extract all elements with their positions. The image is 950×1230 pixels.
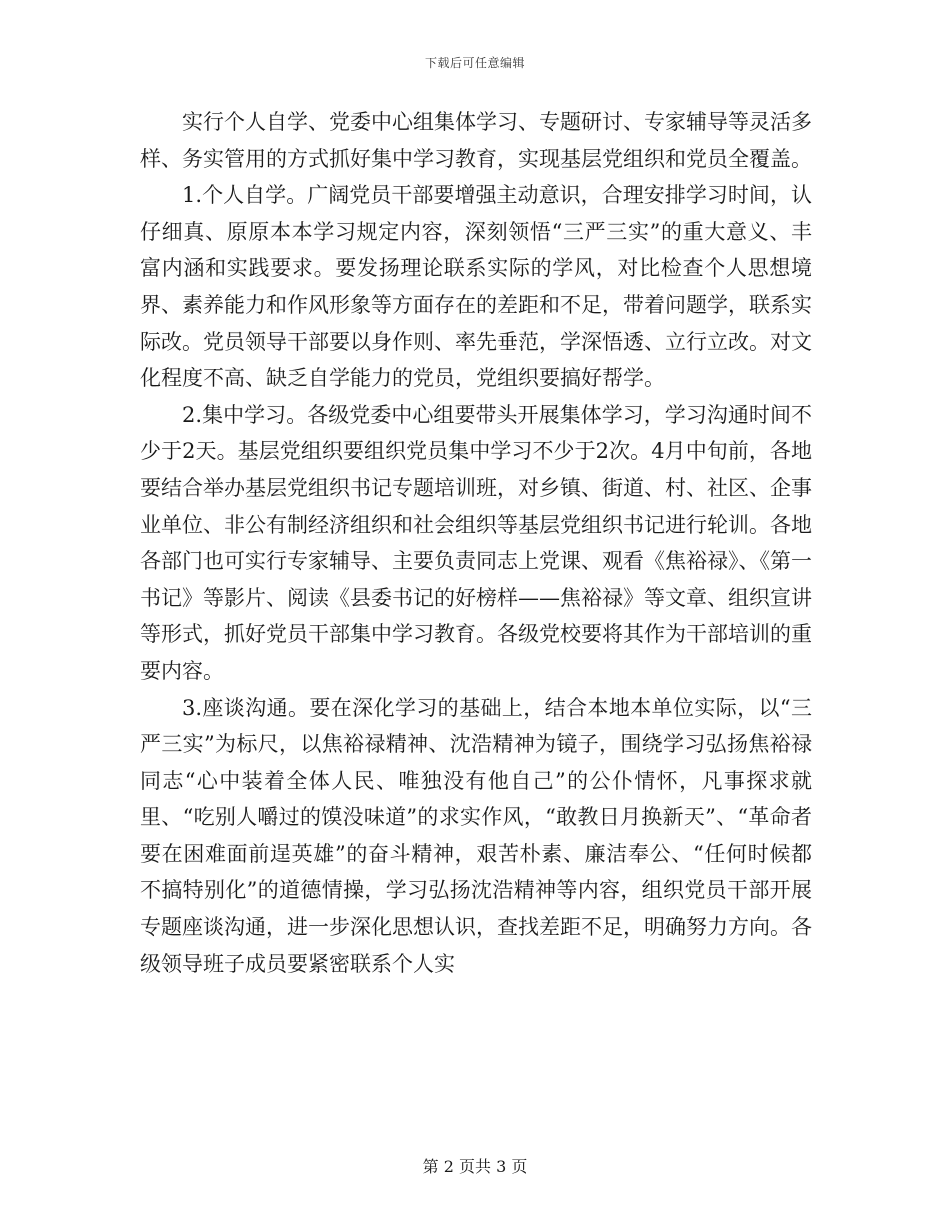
paragraph-intro: 实行个人自学、党委中心组集体学习、专题研讨、专家辅导等灵活多样、务实管用的方式抓好集中学习教育，实现基层党组织和党员全覆盖。 [140, 110, 812, 171]
page-number: 第 2 页共 3 页 [422, 1157, 528, 1176]
paragraph-self-study: 1.个人自学。广阔党员干部要增强主动意识，合理安排学习时间，认仔细真、原原本本学习规定内容，深刻领悟“三严三实”的重大意义、丰富内涵和实践要求。要发扬理论联系实际的学风，对比检查个人思想境界、素养能力和作风形象等方面存在的差距和不足，带着问题学，联系实际改。党员领导干部要以身作则、率先垂范，学深悟透、立行立改。对文化程度不高、缺乏自学能力的党员，党组织要搞好帮学。 [140, 183, 812, 391]
paragraph-discussion: 3.座谈沟通。要在深化学习的基础上，结合本地本单位实际，以“三严三实”为标尺，以焦裕禄精神、沈浩精神为镜子，围绕学习弘扬焦裕禄同志“心中装着全体人民、唯独没有他自己”的公仆情怀，凡事探求就里、“吃别人嚼过的馍没味道”的求实作风，“敢教日月换新天”、“革命者要在困难面前逞英雄”的奋斗精神，艰苦朴素、廉洁奉公、“任何时候都不搞特别化”的道德情操，学习弘扬沈浩精神等内容，组织党员干部开展专题座谈沟通，进一步深化思想认识，查找差距不足，明确努力方向。各级领导班子成员要紧密联系个人实 [140, 695, 812, 976]
page-header-note: 下载后可任意编辑 [424, 56, 525, 70]
document-body [140, 104, 812, 982]
paragraph-collective-study: 2.集中学习。各级党委中心组要带头开展集体学习，学习沟通时间不少于2天。基层党组织要组织党员集中学习不少于2次。4月中旬前，各地要结合举办基层党组织书记专题培训班，对乡镇、街道、村、社区、企事业单位、非公有制经济组织和社会组织等基层党组织书记进行轮训。各地各部门也可实行专家辅导、主要负责同志上党课、观看《焦裕禄》、《第一书记》等影片、阅读《县委书记的好榜样——焦裕禄》等文章、组织宣讲等形式，抓好党员干部集中学习教育。各级党校要将其作为干部培训的重要内容。 [140, 402, 812, 683]
